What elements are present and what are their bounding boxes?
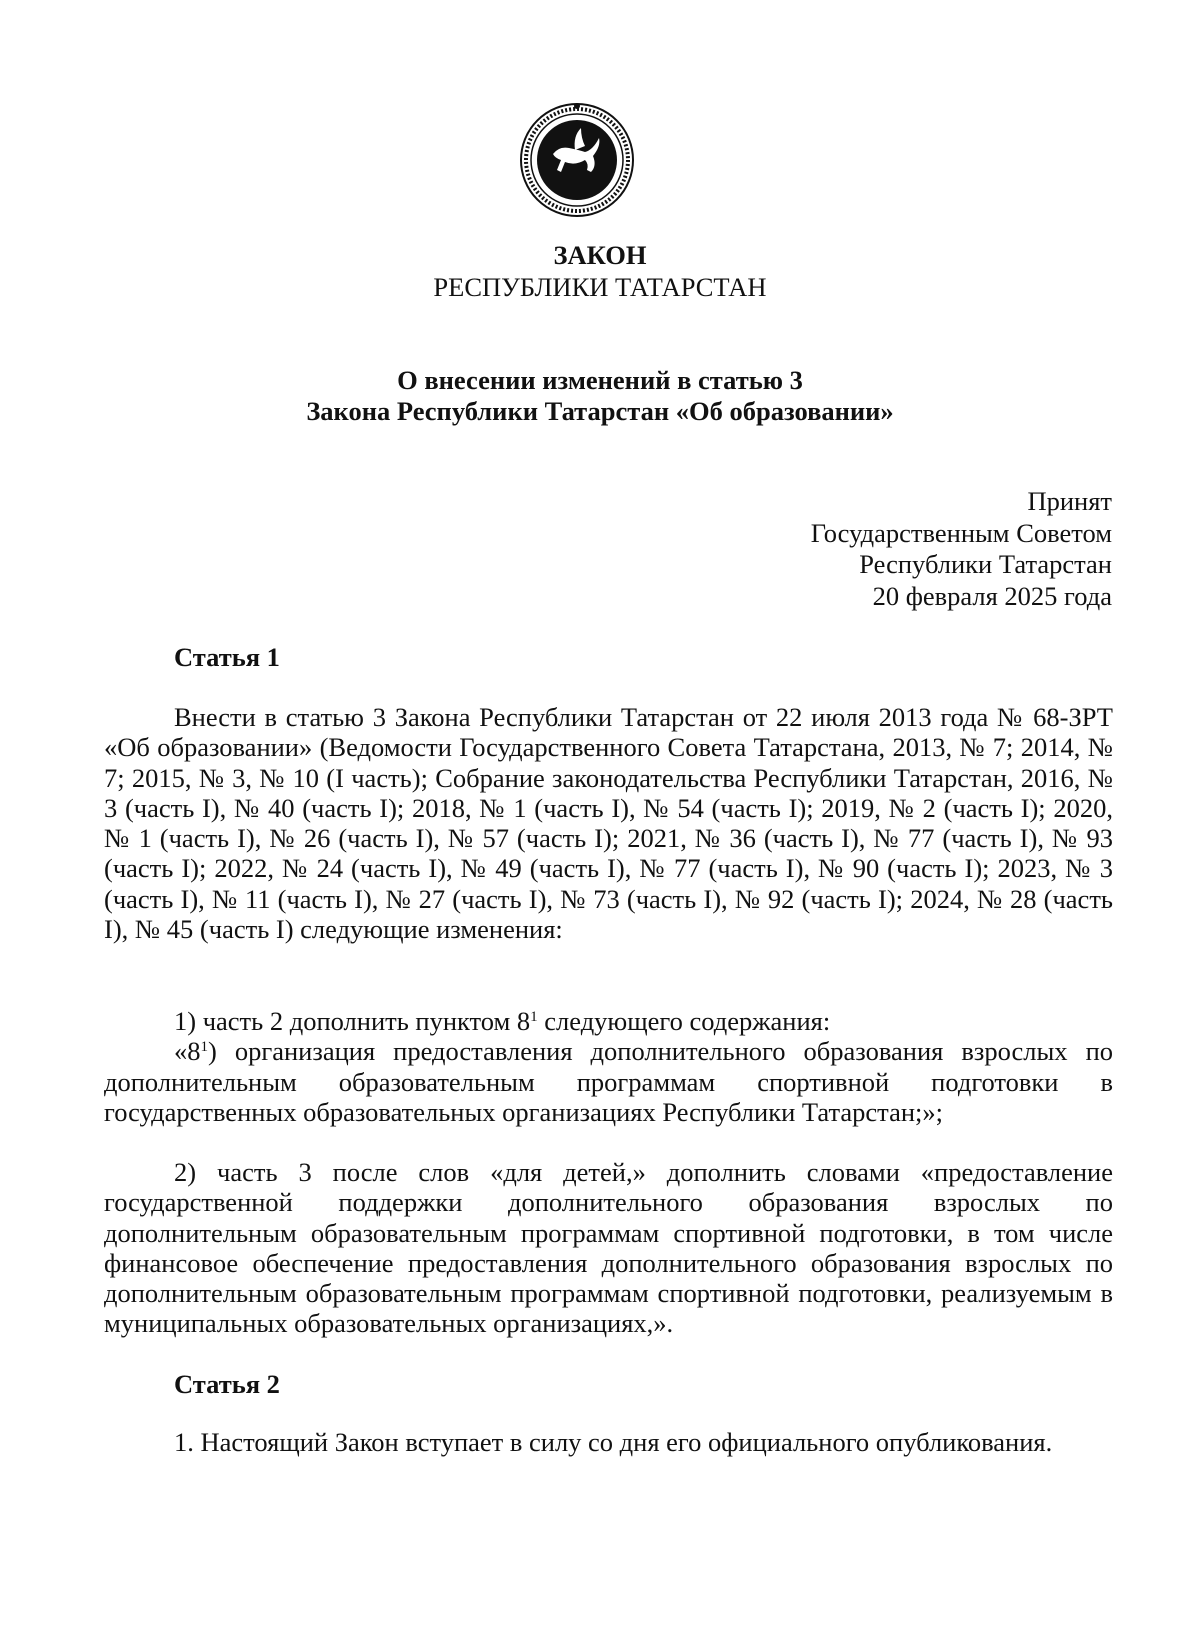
adopted-date: 20 февраля 2025 года: [872, 580, 1112, 611]
adoption-block: [811, 486, 1112, 612]
article1-item2: 2) часть 3 после слов «для детей,» дополнить словами «предоставление государственной поддержки дополнительного образования взрослых по дополнительным образовательным программам спортивной подготовки, в том числе финансовое обеспечение предоставления дополнительного образования взрослых по дополнительным образовательным программам спортивной подготовки, реализуемым в муниципальных образовательных организациях,».: [104, 1157, 1113, 1339]
law-title-line2: Закона Республики Татарстан «Об образовании»: [306, 396, 894, 426]
item1-quote-start: «8: [174, 1036, 201, 1067]
item1-quote-sup: 1: [200, 1039, 208, 1056]
article2-item1: 1. Настоящий Закон вступает в силу со дня его официального опубликования.: [174, 1427, 1053, 1457]
article1-heading: Статья 1: [174, 642, 280, 672]
law-heading: ЗАКОН: [553, 240, 647, 270]
item1-quote-text: ) организация предоставления дополнительного образования взрослых по дополнительным образовательным программам спортивной подготовки в государственных образовательных организациях Республики Татарстан;»;: [104, 1036, 1113, 1127]
item1-text: 1) часть 2 дополнить пунктом 8: [174, 1006, 531, 1036]
adopted-body: Государственным Советом: [810, 517, 1112, 548]
coat-of-arms-icon: [519, 102, 635, 218]
law-subheading: РЕСПУБЛИКИ ТАТАРСТАН: [433, 272, 767, 302]
item1-sup: 1: [530, 1009, 538, 1025]
adopted-label: Принят: [1027, 486, 1112, 516]
item1-text-end: следующего содержания:: [537, 1006, 831, 1036]
law-title-line1: О внесении изменений в статью 3: [397, 365, 803, 395]
adopted-republic: Республики Татарстан: [859, 549, 1112, 579]
article1-intro: Внести в статью 3 Закона Республики Татарстан от 22 июля 2013 года № 68-ЗРТ «Об образовании» (Ведомости Государственного Совета Татарстана, 2013, № 7; 2014, № 7; 2015, № 3, № 10 (I часть); Собрание законодательства Республики Татарстан, 2016, № 3 (часть I), № 40 (часть I); 2018, № 1 (часть I), № 54 (часть I); 2019, № 2 (часть I); 2020, № 1 (часть I), № 26 (часть I), № 57 (часть I); 2021, № 36 (часть I), № 77 (часть I), № 93 (часть I); 2022, № 24 (часть I), № 49 (часть I), № 77 (часть I), № 90 (часть I); 2023, № 3 (часть I), № 11 (часть I), № 27 (часть I), № 73 (часть I), № 92 (часть I); 2024, № 28 (часть I), № 45 (часть I) следующие изменения:: [104, 702, 1113, 945]
article2-heading: Статья 2: [174, 1369, 280, 1399]
article1-item1: [104, 1006, 1113, 1127]
